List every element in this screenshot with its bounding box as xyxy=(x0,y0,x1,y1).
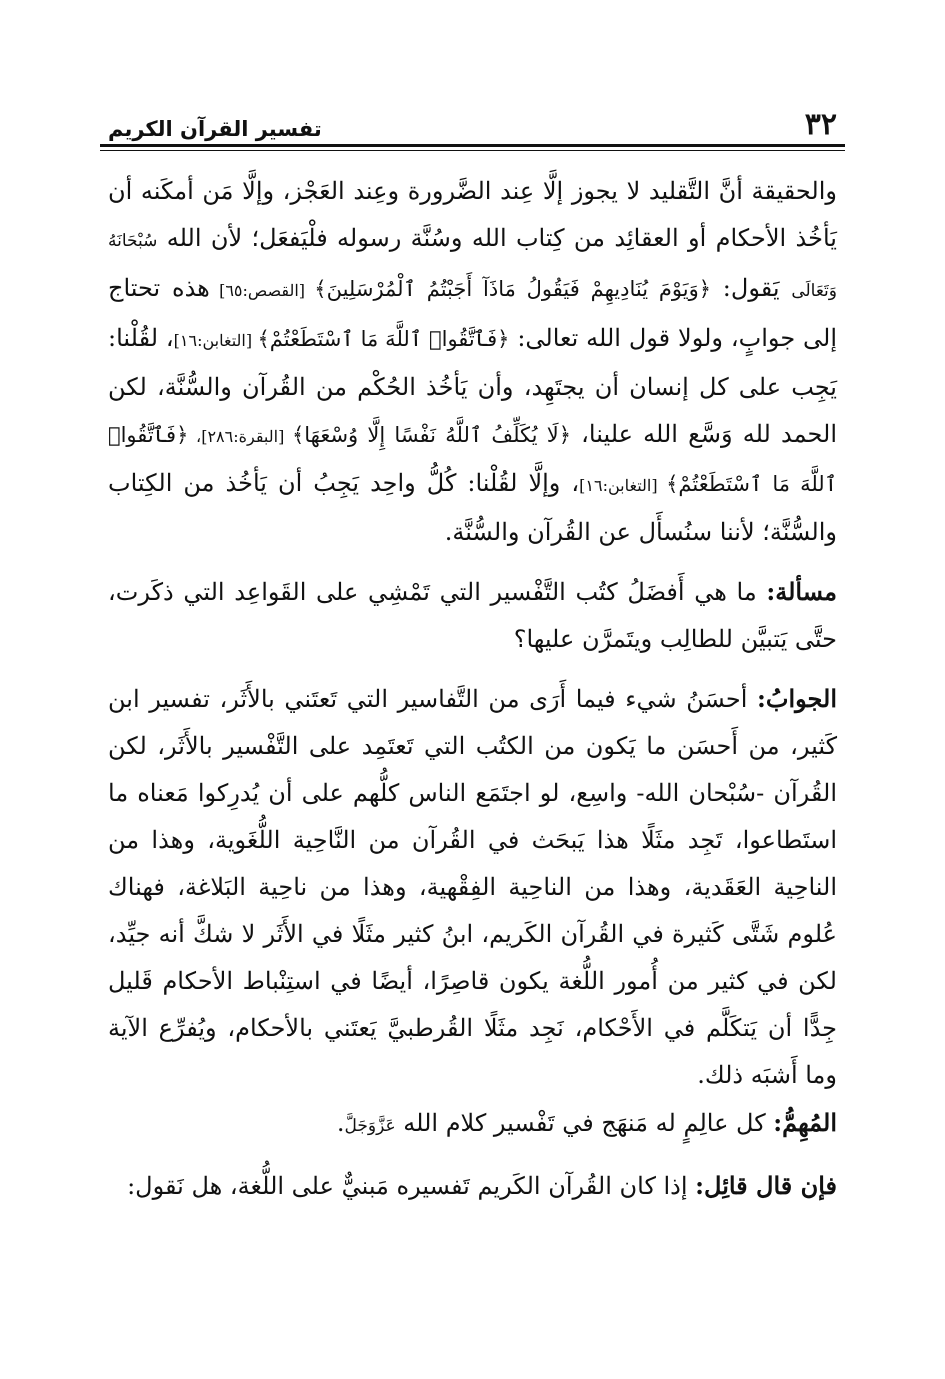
text-segment: والحقيقة أنَّ التَّقليد لا يجوز إلَّا عِند الضَّرورة وعِند العَجْز، وإلَّا مَن أمكَنه أن يَأخُذ الأحكام أو العقائِد من كِتاب الله وسُنَّة رسوله فلْيَفعَل؛ لأن الله xyxy=(108,177,837,252)
answer-text: أحسَنُ شيء فيما أَرَى من التَّفاسير التي تَعتَني بالأَثَر، تفسير ابن كَثير، من أَحسَن ما يَكون من الكتُب التي تَعتَمِد على التَّفْسير بالأَثَر، لكن القُرآن -سُبْحان الله- واسِع، لو اجتَمَع الناس كلُّهم على أن يُدرِكوا مَعناه ما استَطاعوا، تَجِد مثَلًا هذا يَبحَث في القُرآن من النَّاحِية اللُّغَوية، وهذا من الناحِية العَقَدية، وهذا من الناحِية الفِقْهية، وهذا من ناحِية البَلاغة، فهناك عُلوم شَتَّى كَثيرة في القُرآن الكَريم، ابنُ كثير مثَلًا في الأَثَر لا شكَّ أنه جيِّد، لكن في كثير من أُمور اللُّغة يكون قاصِرًا، أيضًا في استِنْباط الأحكام قَليل جِدًّا أن يَتكَلَّم في الأَحْكام، نَجِد مثَلًا القُرطبيَّ يَعتَني بالأحكام، ويُفرِّع الآية وما أَشبَه ذلك. xyxy=(108,685,837,1089)
paragraph-summary xyxy=(108,1099,837,1150)
header-rule xyxy=(100,144,845,151)
question-label: مسألة: xyxy=(766,577,837,606)
text-segment: ، وإلَّا لقُلْنا: كُلُّ واحِد يَجِبُ أن يَأخُذ من الكِتاب والسُّنَّة؛ لأننا سنُسأَل عن القُرآن والسُّنَّة. xyxy=(108,469,837,546)
paragraph-objection xyxy=(108,1162,837,1210)
summary-label: المُهِمُّ: xyxy=(773,1108,837,1137)
page-number: ٣٢ xyxy=(804,107,837,142)
paragraph-question xyxy=(108,568,837,663)
quran-verse: ﴿لَا يُكَلِّفُ ٱللَّهُ نَفْسًا إِلَّا وُسْعَهَا﴾ xyxy=(291,423,571,447)
verse-reference: [التغابن:١٦] xyxy=(173,331,258,350)
paragraph-answer xyxy=(108,675,837,1099)
quran-verse: ﴿فَٱتَّقُوا۟ ٱللَّهَ مَا ٱسْتَطَعْتُمْ﴾ xyxy=(108,423,837,496)
verse-reference: [القصص:٦٥] xyxy=(209,281,315,300)
quran-verse: ﴿فَٱتَّقُوا۟ ٱللَّهَ مَا ٱسْتَطَعْتُمْ﴾ xyxy=(257,327,510,351)
honorific: سُبْحَانَهُ وَتَعَالَى xyxy=(108,231,837,301)
verse-reference: [التغابن:١٦] xyxy=(579,476,667,495)
text-segment: ، لقُلْنا: يَجِب على كل إنسان أن يجتَهِد، وأن يَأخُذ الحُكْم من القُرآن والسُّنَّة، لكن الحمد لله وَسَّع الله علينا، xyxy=(108,324,837,448)
objection-label: فإن قال قائِل: xyxy=(695,1171,837,1200)
question-text: ما هي أَفضَلُ كتُب التَّفْسير التي تَمْشِي على القَواعِد التي ذكَرت، حتَّى يَتبيَّن للطالِب ويتَمرَّن عليها؟ xyxy=(108,578,837,653)
paragraph-taqlid xyxy=(108,168,837,556)
summary-text: كل عالِمٍ له مَنهَج في تَفْسير كلام الله xyxy=(395,1109,774,1137)
text-segment: هذه تحتاج إلى جوابٍ، ولولا قول الله تعالى: xyxy=(108,274,838,352)
page-header xyxy=(108,100,837,140)
running-title: تفسير القرآن الكريم xyxy=(108,117,322,141)
page-body xyxy=(108,168,837,1210)
quran-verse: ﴿وَيَوْمَ يُنَادِيهِمْ فَيَقُولُ مَاذَآ أَجَبْتُمُ ٱلْمُرْسَلِينَ﴾ xyxy=(314,277,712,301)
answer-label: الجوابُ: xyxy=(757,684,837,713)
text-segment: يَقول: xyxy=(711,274,792,302)
verse-reference: [البقرة:٢٨٦]، xyxy=(188,427,292,446)
summary-end: . xyxy=(336,1109,345,1137)
honorific: عَزَّوَجَلَّ xyxy=(344,1116,396,1136)
objection-text: إذا كان القُرآن الكَريم تَفسيره مَبنيٌّ على اللُّغة، هل نَقول: xyxy=(127,1172,696,1200)
